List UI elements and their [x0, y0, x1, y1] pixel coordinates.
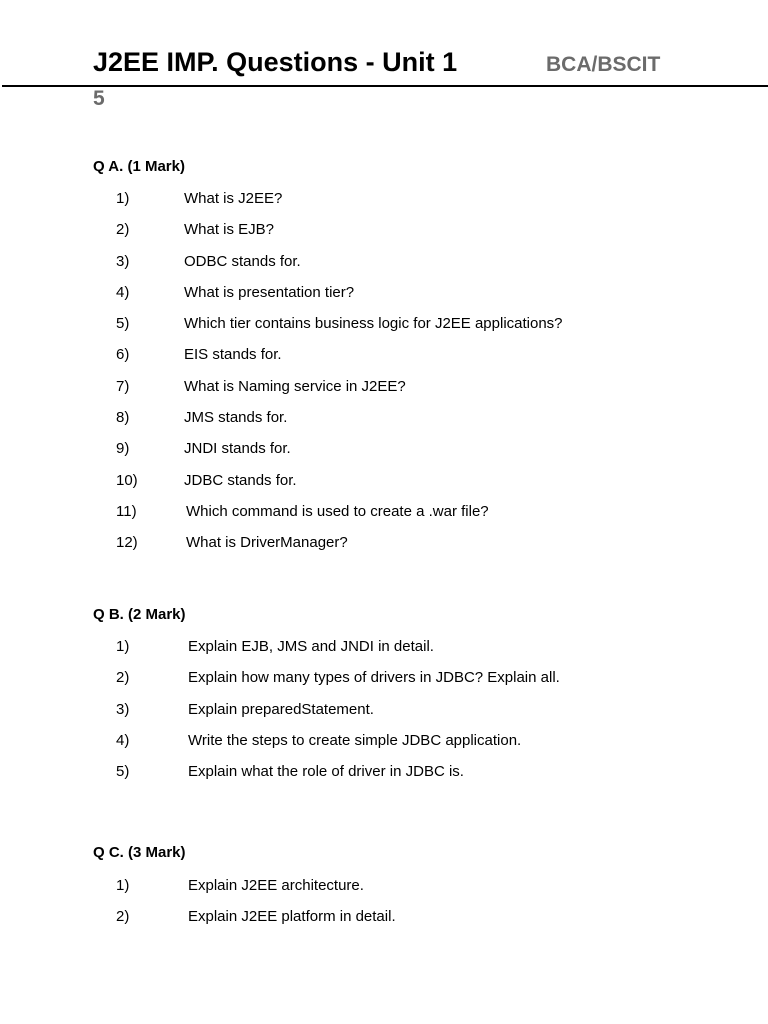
question-text: What is presentation tier?	[184, 283, 355, 301]
question-text: Explain EJB, JMS and JNDI in detail.	[188, 638, 434, 655]
question-item	[0, 907, 768, 938]
question-text: Explain J2EE platform in detail.	[188, 908, 396, 926]
question-item	[0, 439, 768, 470]
question-item	[0, 502, 768, 533]
question-item	[0, 471, 768, 502]
section-b-question-list	[0, 637, 768, 793]
question-item	[0, 189, 768, 220]
question-number: 2)	[116, 221, 130, 239]
question-text: What is J2EE?	[184, 190, 283, 207]
course-label-continued: 5	[93, 87, 105, 110]
question-number: 1)	[116, 190, 130, 207]
question-text: What is DriverManager?	[186, 534, 348, 552]
section-c-question-list	[0, 876, 768, 939]
question-item	[0, 377, 768, 408]
header-divider	[2, 85, 768, 87]
question-number: 12)	[116, 534, 138, 552]
question-item	[0, 345, 768, 376]
question-item	[0, 314, 768, 345]
question-number: 8)	[116, 409, 130, 427]
question-item	[0, 731, 768, 762]
question-number: 3)	[116, 252, 130, 270]
question-item	[0, 283, 768, 314]
question-item	[0, 220, 768, 251]
question-number: 4)	[116, 731, 130, 749]
question-number: 6)	[116, 346, 130, 364]
question-text: JMS stands for.	[184, 409, 288, 427]
question-text: Explain preparedStatement.	[188, 700, 374, 718]
question-item	[0, 408, 768, 439]
page-title: J2EE IMP. Questions - Unit 1	[93, 47, 458, 77]
question-text: What is Naming service in J2EE?	[184, 377, 406, 395]
question-item	[0, 762, 768, 793]
section-a-question-list	[0, 189, 768, 565]
question-number: 1)	[116, 638, 130, 655]
question-text: What is EJB?	[184, 221, 275, 239]
question-text: Which tier contains business logic for J2EE applications?	[184, 315, 563, 333]
question-item	[0, 252, 768, 283]
question-text: Explain what the role of driver in JDBC is.	[188, 763, 464, 781]
question-item	[0, 876, 768, 907]
question-item	[0, 700, 768, 731]
section-a-title: Q A. (1 Mark)	[93, 158, 185, 175]
section-c-title: Q C. (3 Mark)	[93, 844, 186, 861]
course-label: BCA/BSCIT	[546, 53, 661, 76]
question-number: 5)	[116, 315, 130, 333]
question-number: 1)	[116, 877, 130, 894]
question-number: 3)	[116, 700, 130, 718]
question-number: 10)	[116, 471, 138, 489]
question-text: Write the steps to create simple JDBC application.	[188, 731, 522, 749]
question-number: 2)	[116, 908, 130, 926]
question-text: JDBC stands for.	[184, 471, 297, 489]
question-number: 11)	[116, 502, 137, 520]
question-text: EIS stands for.	[184, 346, 282, 364]
question-number: 4)	[116, 283, 130, 301]
question-number: 7)	[116, 377, 130, 395]
question-text: Which command is used to create a .war file?	[186, 502, 489, 520]
question-item	[0, 637, 768, 668]
section-b-title: Q B. (2 Mark)	[93, 606, 186, 623]
question-item	[0, 533, 768, 564]
question-text: Explain J2EE architecture.	[188, 877, 364, 894]
question-number: 2)	[116, 669, 130, 687]
question-text: Explain how many types of drivers in JDBC? Explain all.	[188, 669, 560, 687]
question-number: 9)	[116, 440, 130, 458]
question-number: 5)	[116, 763, 130, 781]
question-item	[0, 668, 768, 699]
question-text: JNDI stands for.	[184, 440, 291, 458]
question-text: ODBC stands for.	[184, 252, 301, 270]
